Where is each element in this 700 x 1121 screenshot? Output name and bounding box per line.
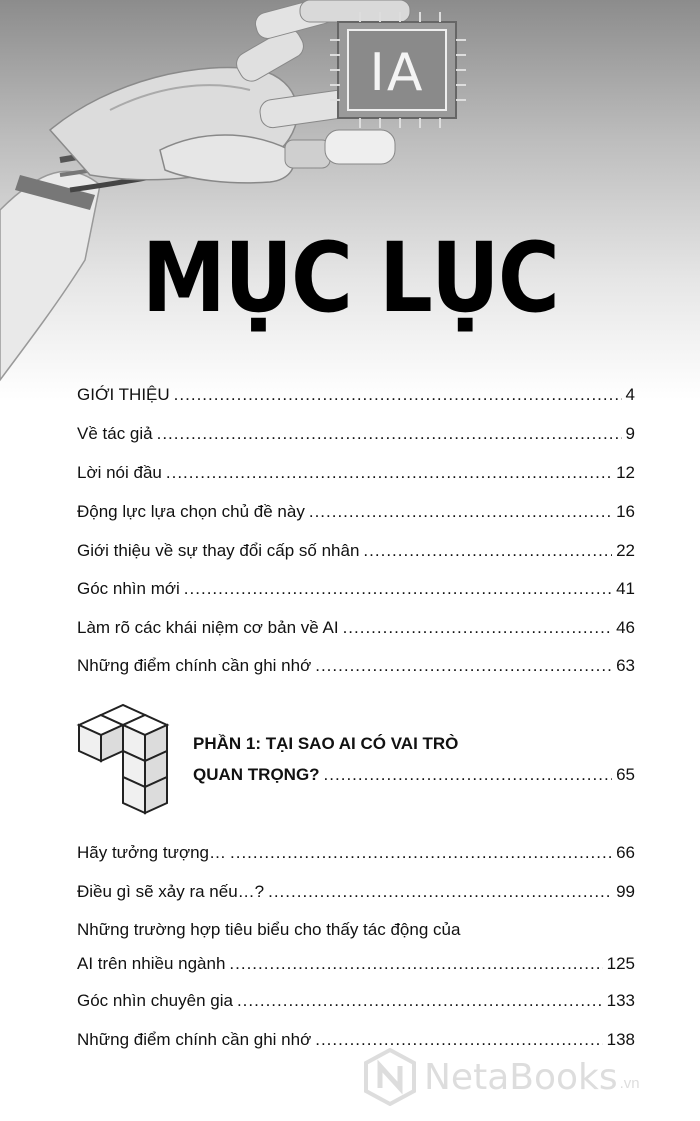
part-heading-line1: PHẦN 1: TẠI SAO AI CÓ VAI TRÒ [193, 734, 459, 753]
toc-page-number: 133 [606, 991, 635, 1010]
toc-page-number: 41 [616, 579, 635, 598]
toc-label: GIỚI THIỆU [77, 385, 170, 404]
toc-label: Những điểm chính cần ghi nhớ [77, 656, 312, 675]
watermark-brand: NetaBooks [424, 1056, 618, 1098]
leader-dots [237, 991, 603, 1011]
netabooks-logo-icon [364, 1048, 416, 1106]
leader-dots [309, 502, 612, 522]
toc-page-number: 63 [616, 656, 635, 675]
leader-dots [229, 954, 602, 974]
toc-entry[interactable] [77, 954, 635, 980]
leader-dots [324, 765, 613, 785]
hero-illustration [0, 0, 700, 400]
toc-page-number: 65 [616, 765, 635, 784]
toc-entry[interactable] [77, 579, 635, 605]
toc-entry[interactable] [77, 502, 635, 528]
chip-label: IA [369, 43, 425, 103]
toc-page-number: 16 [616, 502, 635, 521]
toc-page-number: 99 [616, 882, 635, 901]
part-heading-line2: QUAN TRỌNG? [193, 765, 320, 784]
toc-entry[interactable] [77, 463, 635, 489]
leader-dots [315, 656, 612, 676]
leader-dots [363, 541, 612, 561]
toc-label: Giới thiệu về sự thay đổi cấp số nhân [77, 541, 360, 560]
toc-entry[interactable] [77, 991, 635, 1017]
cube-number-one-icon [74, 703, 174, 825]
leader-dots [315, 1030, 602, 1050]
watermark [364, 1048, 640, 1106]
toc-entry[interactable] [77, 656, 635, 682]
toc-label: Động lực lựa chọn chủ đề này [77, 502, 305, 521]
toc-label: AI trên nhiều ngành [77, 954, 226, 973]
leader-dots [230, 843, 612, 863]
toc-page-number: 125 [606, 954, 635, 973]
toc-entry[interactable] [77, 385, 635, 411]
toc-page-number: 138 [606, 1030, 635, 1049]
toc-label: Làm rõ các khái niệm cơ bản về AI [77, 618, 339, 637]
toc-page-number: 46 [616, 618, 635, 637]
toc-page-number: 12 [616, 463, 635, 482]
leader-dots [174, 385, 622, 405]
toc-entry[interactable] [77, 541, 635, 567]
toc-label-line1: Những trường hợp tiêu biểu cho thấy tác động của [77, 920, 461, 939]
toc-label: Lời nói đầu [77, 463, 162, 482]
toc-label: Những điểm chính cần ghi nhớ [77, 1030, 312, 1049]
toc-page-number: 66 [616, 843, 635, 862]
page-title: MỤC LỤC [141, 222, 559, 334]
leader-dots [268, 882, 612, 902]
robot-hand-illustration [0, 0, 700, 400]
watermark-domain: .vn [619, 1074, 640, 1092]
toc-label: Hãy tưởng tượng… [77, 843, 226, 862]
leader-dots [157, 424, 622, 444]
toc-label: Điều gì sẽ xảy ra nếu…? [77, 882, 265, 901]
toc-entry[interactable] [77, 424, 635, 450]
toc-label: Về tác giả [77, 424, 153, 443]
toc-page-number: 9 [625, 424, 635, 443]
toc-label: Góc nhìn chuyên gia [77, 991, 233, 1010]
leader-dots [184, 579, 612, 599]
toc-page-number: 4 [625, 385, 635, 404]
toc-entry[interactable] [77, 843, 635, 869]
toc-page-number: 22 [616, 541, 635, 560]
leader-dots [166, 463, 612, 483]
part-toc-entry[interactable] [193, 765, 635, 791]
leader-dots [343, 618, 613, 638]
toc-entry[interactable] [77, 882, 635, 908]
toc-entry[interactable] [77, 618, 635, 644]
toc-label: Góc nhìn mới [77, 579, 180, 598]
